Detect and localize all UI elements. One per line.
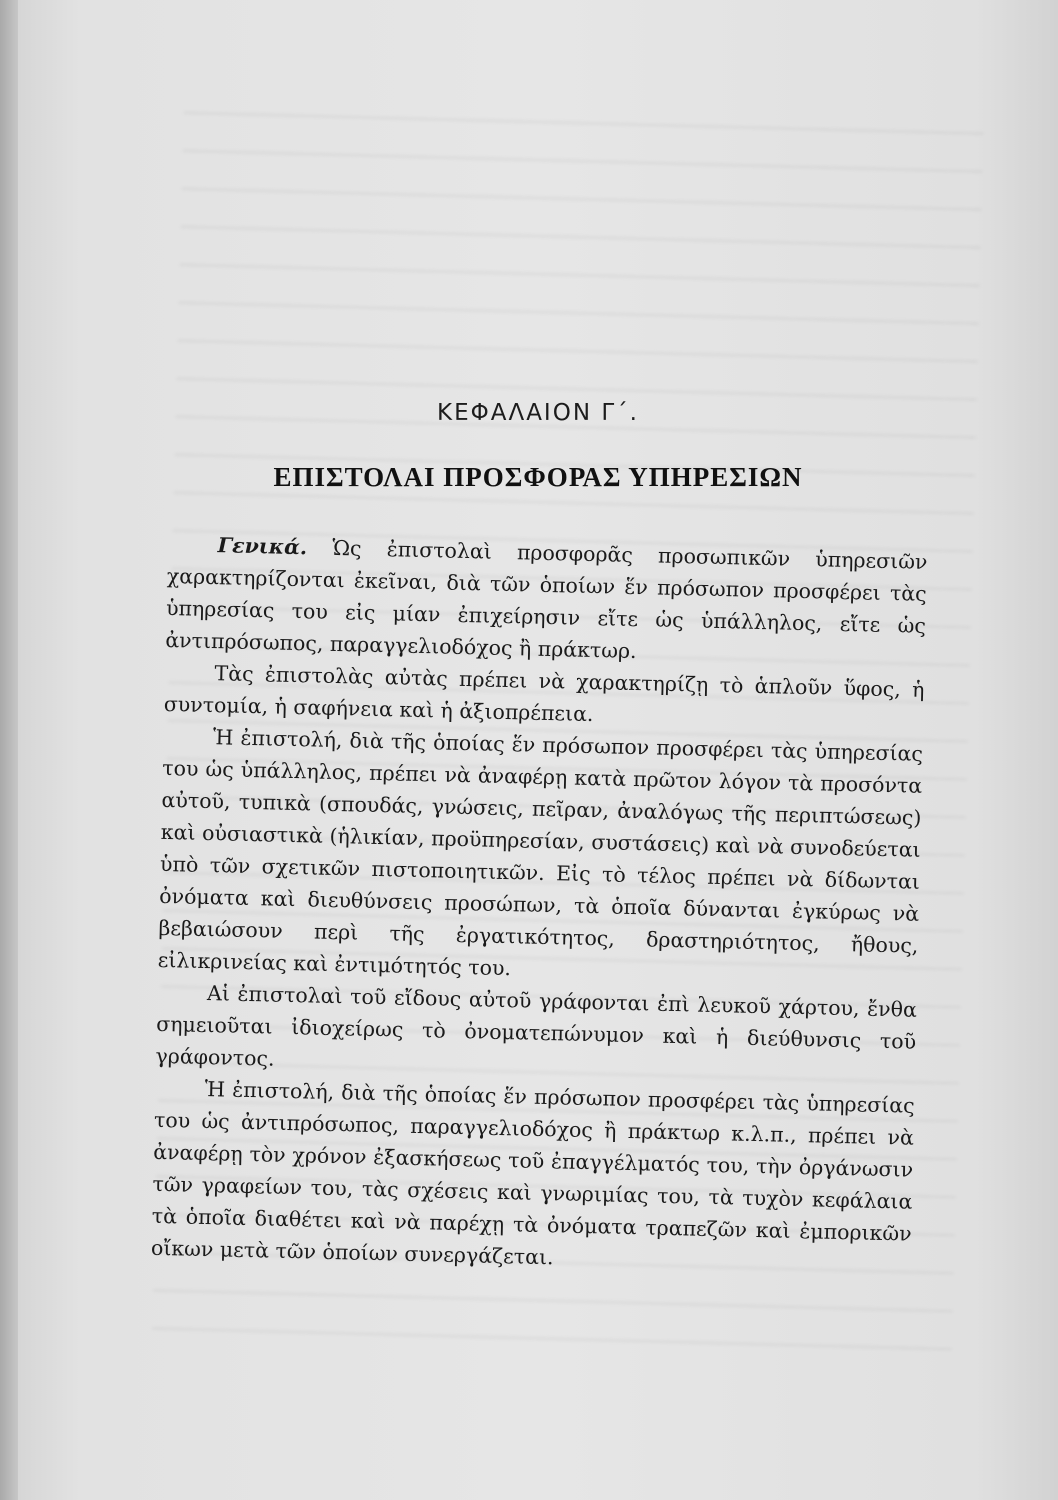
paragraph-2: Τὰς ἐπιστολὰς αὐτὰς πρέπει νὰ χαρακτηρίζῃ τὸ ἁπλοῦν ὕφος, ἡ συντομία, ἡ σαφήνεια καὶ ἡ ἀξιοπρέπεια. (163, 661, 925, 727)
paper-sheet (18, 0, 1058, 1500)
chapter-heading: ΚΕΦΑΛΑΙΟΝ Γ΄. (437, 400, 639, 426)
paragraph-1-text: Ὡς ἐπιστολαὶ προσφορᾶς προσωπικῶν ὑπηρεσιῶν χαρακτηρίζονται ἐκεῖναι, διὰ τῶν ὁποίων ἕν πρόσωπον προσφέρει τὰς ὑπηρεσίας του εἰς μίαν ἐπιχείρησιν εἴτε ὡς ὑπάλληλος, εἴτε ὡς ἀντιπρόσωπος, παραγγελιοδόχος ἢ πράκτωρ. (165, 535, 928, 664)
binding-edge (0, 0, 18, 1500)
paragraph-3: Ἡ ἐπιστολή, διὰ τῆς ὁποίας ἕν πρόσωπον προσφέρει τὰς ὑπηρεσίας του ὡς ὑπάλληλος, πρέπει νὰ ἀναφέρῃ κατὰ πρῶτον λόγον τὰ προσόντα αὐτοῦ, τυπικὰ (σπουδάς, γνώσεις, πεῖραν, ἀναλόγως τῆς περιπτώσεως) καὶ οὐσιαστικὰ (ἡλικίαν, προϋπηρεσίαν, συστάσεις) καὶ νὰ συνοδεύεται ὑπὸ τῶν σχετικῶν πιστοποιητικῶν. Εἰς τὸ τέλος πρέπει νὰ δίδωνται ὀνόματα καὶ διευθύνσεις προσώπων, τὰ ὁποῖα δύνανται ἐγκύρως νὰ βεβαιώσουν περὶ τῆς ἐργατικότητος, δραστηριότητος, ἤθους, εἰλικρινείας καὶ ἐντιμότητός του. (157, 725, 924, 981)
paragraph-5: Ἡ ἐπιστολή, διὰ τῆς ὁποίας ἕν πρόσωπον προσφέρει τὰς ὑπηρεσίας του ὡς ἀντιπρόσωπος, παραγγελιοδόχος ἢ πράκτωρ κ.λ.π., πρέπει νὰ ἀναφέρῃ τὸν χρόνον ἐξασκήσεως τοῦ ἐπαγγέλματός του, τὴν ὀργάνωσιν τῶν γραφείων του, τὰς σχέσεις καὶ γνωριμίας του, τὰ τυχὸν κεφάλαια τὰ ὁποῖα διαθέτει καὶ νὰ παρέχῃ τὰ ὀνόματα τραπεζῶν καὶ ἐμπορικῶν οἴκων μετὰ τῶν ὁποίων συνεργάζεται. (150, 1077, 915, 1270)
body-text (151, 528, 928, 1282)
section-label: Γενικά. (217, 533, 308, 560)
paragraph-4: Αἱ ἐπιστολαὶ τοῦ εἴδους αὐτοῦ γράφονται ἐπὶ λευκοῦ χάρτου, ἔνθα σημειοῦται ἰδιοχείρως τὸ ὀνοματεπώνυμον καὶ ἡ διεύθυνσις τοῦ γράφοντος. (155, 981, 918, 1071)
paragraph-1 (165, 528, 928, 674)
chapter-title: ΕΠΙΣΤΟΛΑΙ ΠΡΟΣΦΟΡΑΣ ΥΠΗΡΕΣΙΩΝ (273, 462, 803, 492)
